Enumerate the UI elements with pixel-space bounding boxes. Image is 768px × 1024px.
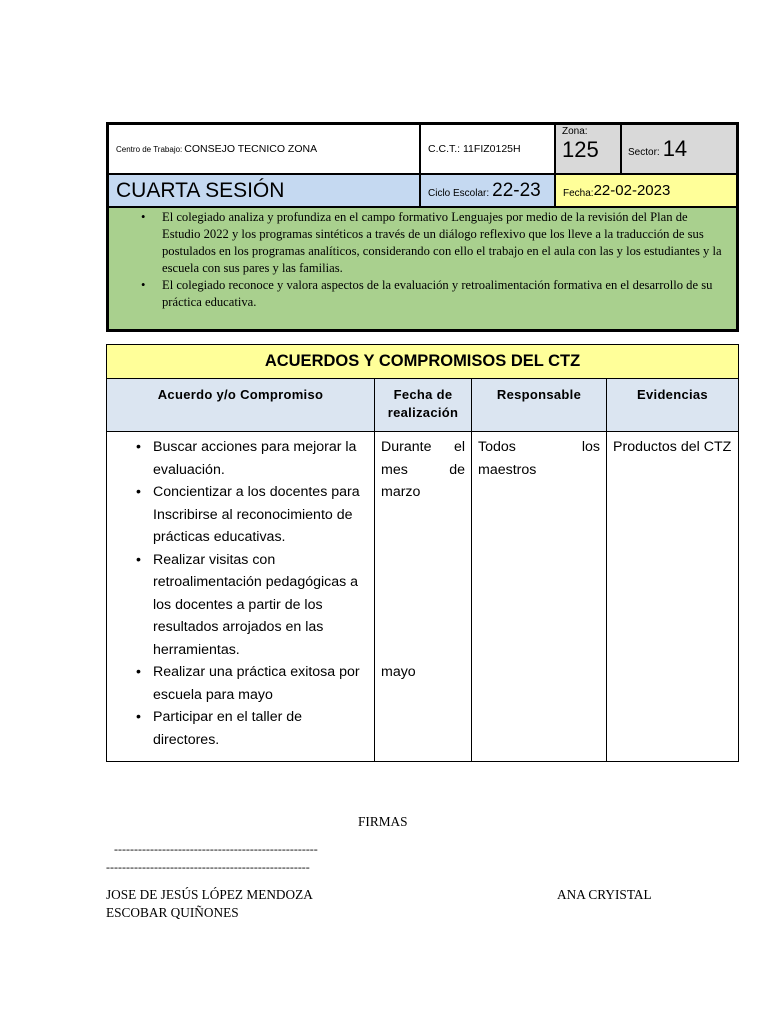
bullet-icon: •	[136, 439, 141, 455]
acuerdos-cell	[107, 432, 375, 762]
zona-value: 125	[562, 137, 599, 162]
firmas-title: FIRMAS	[358, 814, 408, 829]
cct-value: C.C.T.: 11FIZ0125H	[428, 143, 521, 155]
centro-de-trabajo-cell	[109, 125, 421, 173]
sector-cell	[622, 125, 736, 173]
signature-line-2: ---------------------------------------------------	[106, 860, 310, 874]
fecha-durante: Durante el mes de marzo	[381, 439, 465, 500]
centro-label: Centro de Trabajo:	[116, 144, 183, 154]
objetivo-item: • El colegiado analiza y profundiza en el campo formativo Lenguajes por medio de la revisión del Plan de Estudio 2022 y los programas sintéticos a través de un diálogo reflexivo que los lleve a la traducción de sus postulados en los programas analíticos, considerando con ello el trabajo en el aula con las y los estudiantes y la escuela con sus pares y las familias.	[141, 210, 722, 275]
objetivo-item: • El colegiado reconoce y valora aspectos de la evaluación y retroalimentación formativa en el desarrollo de su práctica educativa.	[141, 278, 713, 309]
sector-label: Sector:	[628, 146, 660, 158]
acuerdos-table	[106, 344, 739, 762]
ciclo-label: Ciclo Escolar:	[428, 187, 490, 199]
list-item: • Realizar una práctica exitosa por escuela para mayo	[107, 661, 368, 706]
fecha-realizacion-cell	[375, 432, 472, 762]
evidencias-cell	[607, 432, 739, 762]
ciclo-escolar-cell	[421, 175, 556, 206]
column-header-fecha: Fecha de realización	[375, 379, 472, 432]
session-header-table	[106, 122, 739, 332]
objetivos-block	[109, 208, 736, 329]
objetivos-list	[141, 209, 722, 311]
bullet-icon: •	[141, 210, 146, 224]
header-row-1	[109, 125, 736, 175]
centro-value: CONSEJO TECNICO ZONA	[184, 143, 318, 155]
header-row-2	[109, 175, 736, 208]
bullet-icon: •	[136, 484, 141, 500]
bullet-icon: •	[136, 551, 141, 568]
ciclo-value: 22-23	[492, 179, 541, 201]
signer-name-1: JOSE DE JESÚS LÓPEZ MENDOZA	[106, 887, 313, 902]
responsable-cell	[472, 432, 607, 762]
signer-name-2-continued: ESCOBAR QUIÑONES	[106, 905, 239, 920]
zona-label: Zona:	[562, 126, 588, 137]
acuerdos-list	[107, 436, 368, 751]
cct-cell	[421, 125, 556, 173]
responsable-value: Todos los maestros	[478, 439, 600, 478]
session-title: CUARTA SESIÓN	[109, 175, 421, 206]
bullet-icon: •	[136, 709, 141, 725]
column-header-acuerdo: Acuerdo y/o Compromiso	[107, 379, 375, 432]
list-item: • Concientizar a los docentes para Inscribirse al reconocimiento de prácticas educativas.	[107, 481, 368, 549]
fecha-mayo: mayo	[381, 663, 416, 680]
signer-name-2: ANA CRYISTAL	[557, 887, 652, 902]
acuerdos-title: ACUERDOS Y COMPROMISOS DEL CTZ	[107, 345, 739, 379]
fecha-label: Fecha:	[563, 187, 594, 199]
fecha-value: 22-02-2023	[593, 182, 671, 199]
table-row	[107, 432, 739, 762]
signature-line-1: ---------------------------------------------------	[114, 842, 318, 856]
zona-cell	[556, 125, 622, 173]
fecha-cell	[556, 175, 736, 206]
list-item: • Realizar visitas con retroalimentación pedagógicas a los docentes a partir de los resultados arrojados en las herramientas.	[107, 549, 368, 662]
column-header-responsable: Responsable	[472, 379, 607, 432]
list-item: • Participar en el taller de directores.	[107, 706, 368, 751]
sector-value: 14	[662, 136, 688, 161]
evidencias-value: Productos del CTZ	[613, 439, 732, 455]
column-header-evidencias: Evidencias	[607, 379, 739, 432]
bullet-icon: •	[136, 664, 141, 680]
bullet-icon: •	[141, 278, 146, 292]
list-item: • Buscar acciones para mejorar la evaluación.	[107, 436, 368, 481]
